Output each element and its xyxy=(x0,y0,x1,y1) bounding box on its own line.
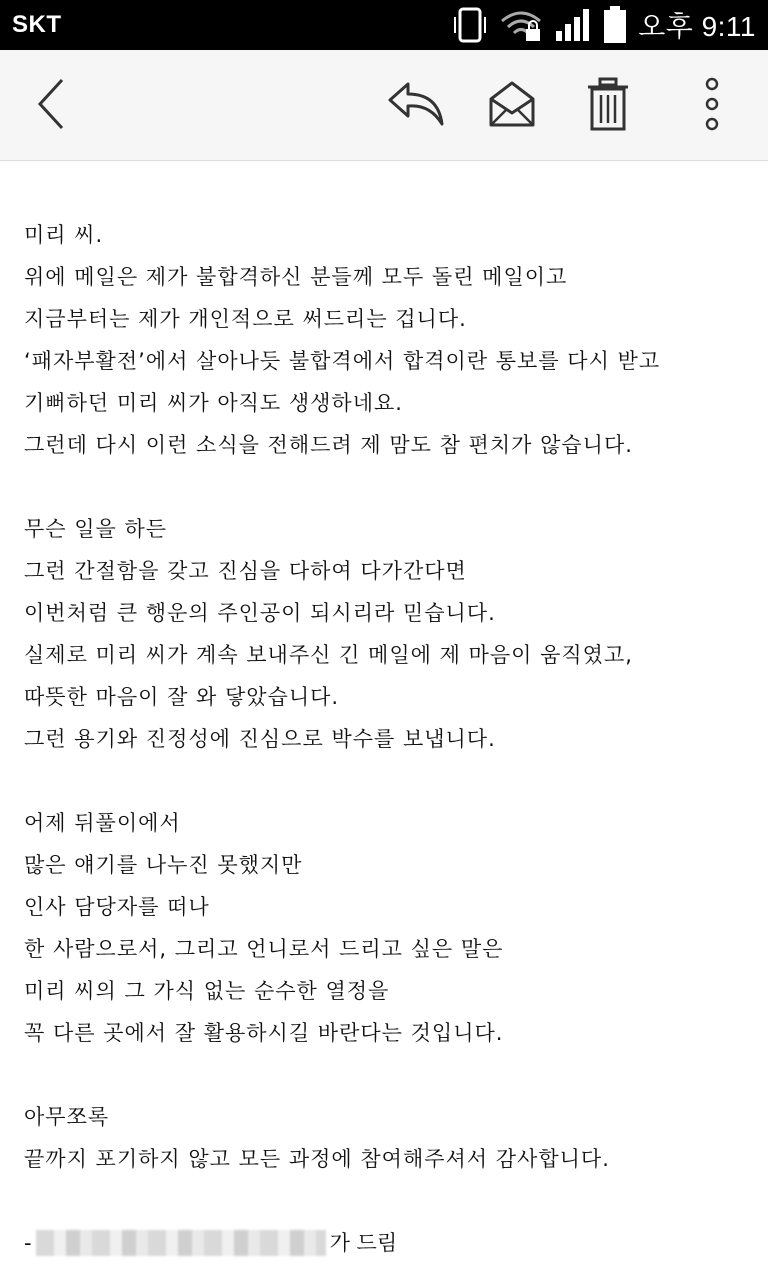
signature-suffix: 가 드림 xyxy=(329,1231,398,1255)
email-body xyxy=(24,214,744,1180)
email-line: 위에 메일은 제가 불합격하신 분들께 모두 돌린 메일이고 xyxy=(24,265,568,289)
email-line: 무슨 일을 하든 xyxy=(24,517,168,541)
email-toolbar xyxy=(0,50,768,161)
email-line: 그런 용기와 진정성에 진심으로 박수를 보냅니다. xyxy=(24,727,496,751)
email-line: 이번처럼 큰 행운의 주인공이 되시리라 믿습니다. xyxy=(24,601,496,625)
more-options-button[interactable] xyxy=(680,72,744,136)
delete-button[interactable] xyxy=(576,72,640,136)
reply-icon xyxy=(386,80,446,128)
reply-button[interactable] xyxy=(384,72,448,136)
back-icon xyxy=(32,76,72,132)
email-line: 지금부터는 제가 개인적으로 써드리는 겁니다. xyxy=(24,307,467,331)
battery-icon xyxy=(602,5,628,45)
mark-unread-button[interactable] xyxy=(480,72,544,136)
status-bar xyxy=(0,0,768,50)
email-line: 아무쪼록 xyxy=(24,1105,110,1129)
email-line: 그런데 다시 이런 소식을 전해드려 제 맘도 참 편치가 않습니다. xyxy=(24,433,633,457)
signal-icon xyxy=(554,7,592,43)
email-signature xyxy=(24,1222,397,1264)
signature-prefix: - xyxy=(24,1231,32,1255)
status-icons xyxy=(452,5,756,45)
mark-unread-icon xyxy=(487,79,537,129)
email-line: 실제로 미리 씨가 계속 보내주신 긴 메일에 제 마음이 움직였고, xyxy=(24,643,633,667)
email-line: 기뻐하던 미리 씨가 아직도 생생하네요. xyxy=(24,391,403,415)
redacted-name-block xyxy=(36,1230,326,1256)
delete-icon xyxy=(586,77,630,131)
carrier-label: SKT xyxy=(12,11,62,38)
email-line: 어제 뒤풀이에서 xyxy=(24,811,181,835)
status-time: 오후 9:11 xyxy=(638,11,756,42)
email-line: 그런 간절함을 갖고 진심을 다하여 다가간다면 xyxy=(24,559,467,583)
email-line: 인사 담당자를 떠나 xyxy=(24,895,210,919)
email-line: 많은 얘기를 나누진 못했지만 xyxy=(24,853,303,877)
email-line: 따뜻한 마음이 잘 와 닿았습니다. xyxy=(24,685,340,709)
back-button[interactable] xyxy=(20,72,84,136)
paragraph-spacer xyxy=(24,466,744,508)
more-options-icon xyxy=(702,76,722,132)
paragraph-spacer xyxy=(24,760,744,802)
wifi-lock-icon xyxy=(498,7,544,43)
email-line: 한 사람으로서, 그리고 언니로서 드리고 싶은 말은 xyxy=(24,937,504,961)
paragraph-spacer xyxy=(24,1054,744,1096)
email-greeting: 미리 씨. xyxy=(24,223,104,247)
email-line: 미리 씨의 그 가식 없는 순수한 열정을 xyxy=(24,979,390,1003)
email-line: 꼭 다른 곳에서 잘 활용하시길 바란다는 것입니다. xyxy=(24,1021,504,1045)
email-line: 끝까지 포기하지 않고 모든 과정에 참여해주셔서 감사합니다. xyxy=(24,1147,610,1171)
vibrate-icon xyxy=(452,5,488,45)
email-line: ‘패자부활전’에서 살아나듯 불합격에서 합격이란 통보를 다시 받고 xyxy=(24,349,661,373)
